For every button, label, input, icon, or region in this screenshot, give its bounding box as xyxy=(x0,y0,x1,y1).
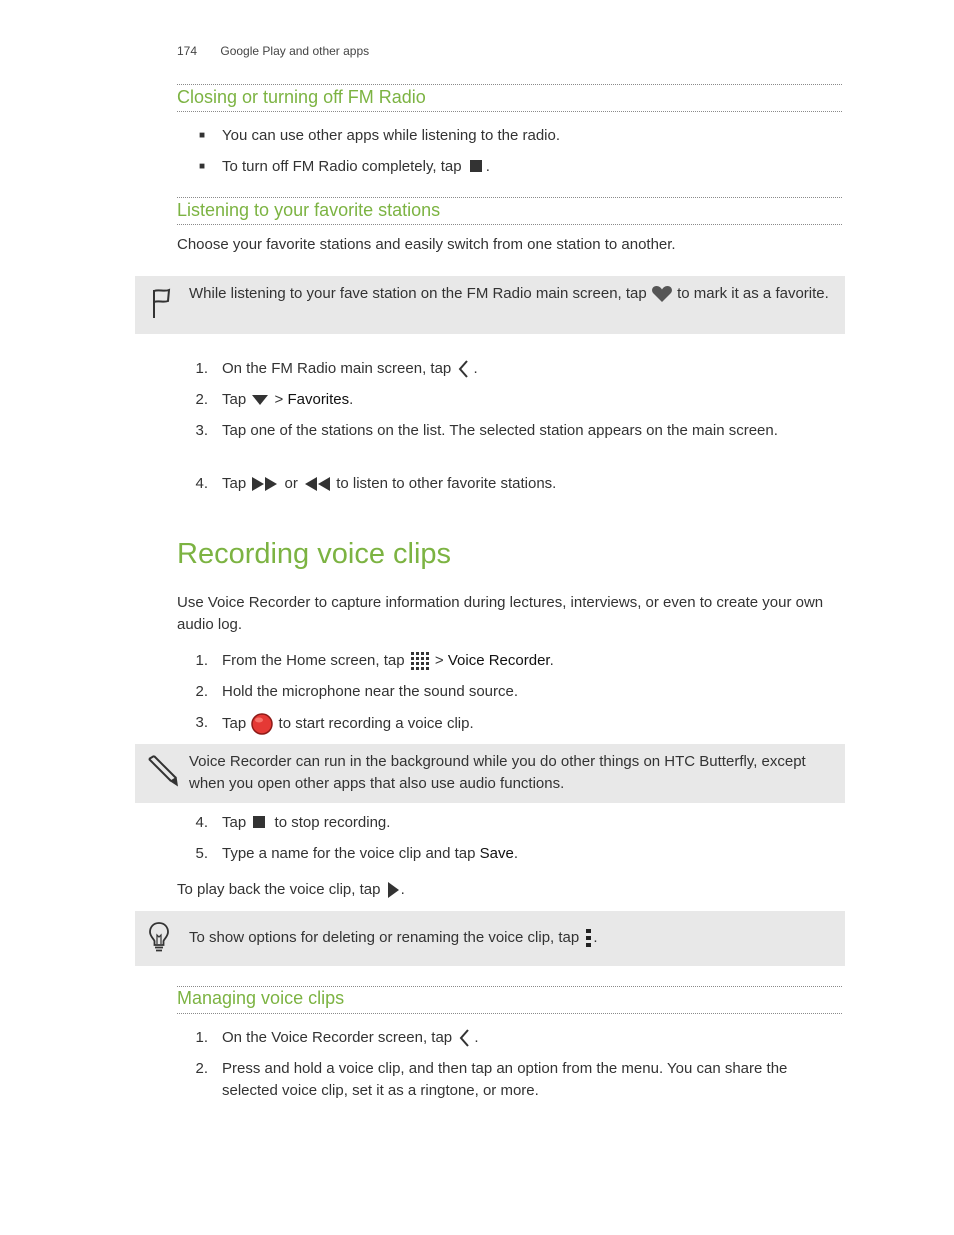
stop-square-icon xyxy=(466,159,486,175)
favorites-step-2: Tap > Favorites. xyxy=(222,391,354,408)
page-header xyxy=(177,44,369,58)
heart-icon xyxy=(651,285,673,303)
recording-step-1: From the Home screen, tap > Voice Recorder. xyxy=(222,650,832,672)
managing-heading: Managing voice clips xyxy=(177,988,345,1008)
important-box-recording xyxy=(135,744,845,803)
lightbulb-tip-icon xyxy=(145,920,173,954)
step-number: 2. xyxy=(195,683,208,700)
favorites-step-3: Tap one of the stations on the list. The selected station appears on the main screen. xyxy=(222,422,778,439)
section-rule-bottom xyxy=(177,1013,842,1014)
favorites-heading: Listening to your favorite stations xyxy=(177,200,441,220)
note-box-favorites xyxy=(135,276,845,334)
step-number: 3. xyxy=(195,714,208,731)
closing-bullet-1: You can use other apps while listening to the radio. xyxy=(222,127,561,144)
recording-step-5: Type a name for the voice clip and tap Save. xyxy=(222,845,519,862)
all-apps-grid-icon xyxy=(409,650,431,672)
step-number: 3. xyxy=(195,422,208,439)
favorites-intro: Choose your favorite stations and easily switch from one station to another. xyxy=(177,236,676,253)
closing-heading: Closing or turning off FM Radio xyxy=(177,87,426,107)
chevron-left-icon xyxy=(456,1028,474,1048)
step-number: 4. xyxy=(195,814,208,831)
managing-step-2: Press and hold a voice clip, and then tap an option from the menu. You can share the selected voice clip, set it as a ringtone, or more. xyxy=(222,1060,788,1099)
step-number: 4. xyxy=(195,475,208,492)
closing-bullet-2: To turn off FM Radio completely, tap . xyxy=(222,158,490,175)
page-number: 174 xyxy=(177,44,198,58)
important-text-recording: Voice Recorder can run in the background while you do other things on HTC Butterfly, except when you open other apps that also use audio functions. xyxy=(189,753,806,792)
section-rule-top xyxy=(177,84,842,85)
recording-step-3: Tap to start recording a voice clip. xyxy=(222,712,832,736)
section-rule-bottom xyxy=(177,111,842,112)
section-rule-top xyxy=(177,197,842,198)
step-number: 2. xyxy=(195,1060,208,1077)
vertical-dots-icon xyxy=(583,928,593,948)
step-number: 1. xyxy=(195,360,208,377)
favorites-step-4: Tap or to listen to other favorite stations. xyxy=(222,475,557,492)
step-number: 1. xyxy=(195,1029,208,1046)
step-number: 5. xyxy=(195,845,208,862)
flag-note-icon xyxy=(145,286,173,320)
playback-text: To play back the voice clip, tap . xyxy=(177,881,405,898)
rewind-icon xyxy=(302,475,332,493)
running-section-title: Google Play and other apps xyxy=(220,44,370,58)
page-title: Recording voice clips xyxy=(177,538,452,570)
bullet-marker: ■ xyxy=(199,130,206,141)
pencil-important-icon xyxy=(145,753,179,787)
tip-box-recording xyxy=(135,911,845,966)
record-button-icon xyxy=(250,712,274,736)
fast-forward-icon xyxy=(250,475,280,493)
step-number: 1. xyxy=(195,652,208,669)
recording-intro: Use Voice Recorder to capture information during lectures, interviews, or even to create your own audio log. xyxy=(177,594,824,633)
tip-text-recording: To show options for deleting or renaming the voice clip, tap . xyxy=(189,927,834,948)
note-text-favorites: While listening to your fave station on the FM Radio main screen, tap to mark it as a favorite. xyxy=(189,285,829,302)
managing-step-1: On the Voice Recorder screen, tap . xyxy=(222,1027,832,1049)
recording-step-2: Hold the microphone near the sound source. xyxy=(222,683,519,700)
step-number: 2. xyxy=(195,391,208,408)
bullet-marker: ■ xyxy=(199,161,206,172)
favorites-step-1: On the FM Radio main screen, tap . xyxy=(222,358,832,380)
chevron-left-icon xyxy=(455,359,473,379)
stop-square-icon xyxy=(250,815,270,831)
play-icon xyxy=(385,881,401,899)
section-rule-bottom xyxy=(177,224,842,225)
recording-step-4: Tap to stop recording. xyxy=(222,814,391,831)
section-rule-top xyxy=(177,986,842,987)
triangle-down-icon xyxy=(250,393,270,407)
